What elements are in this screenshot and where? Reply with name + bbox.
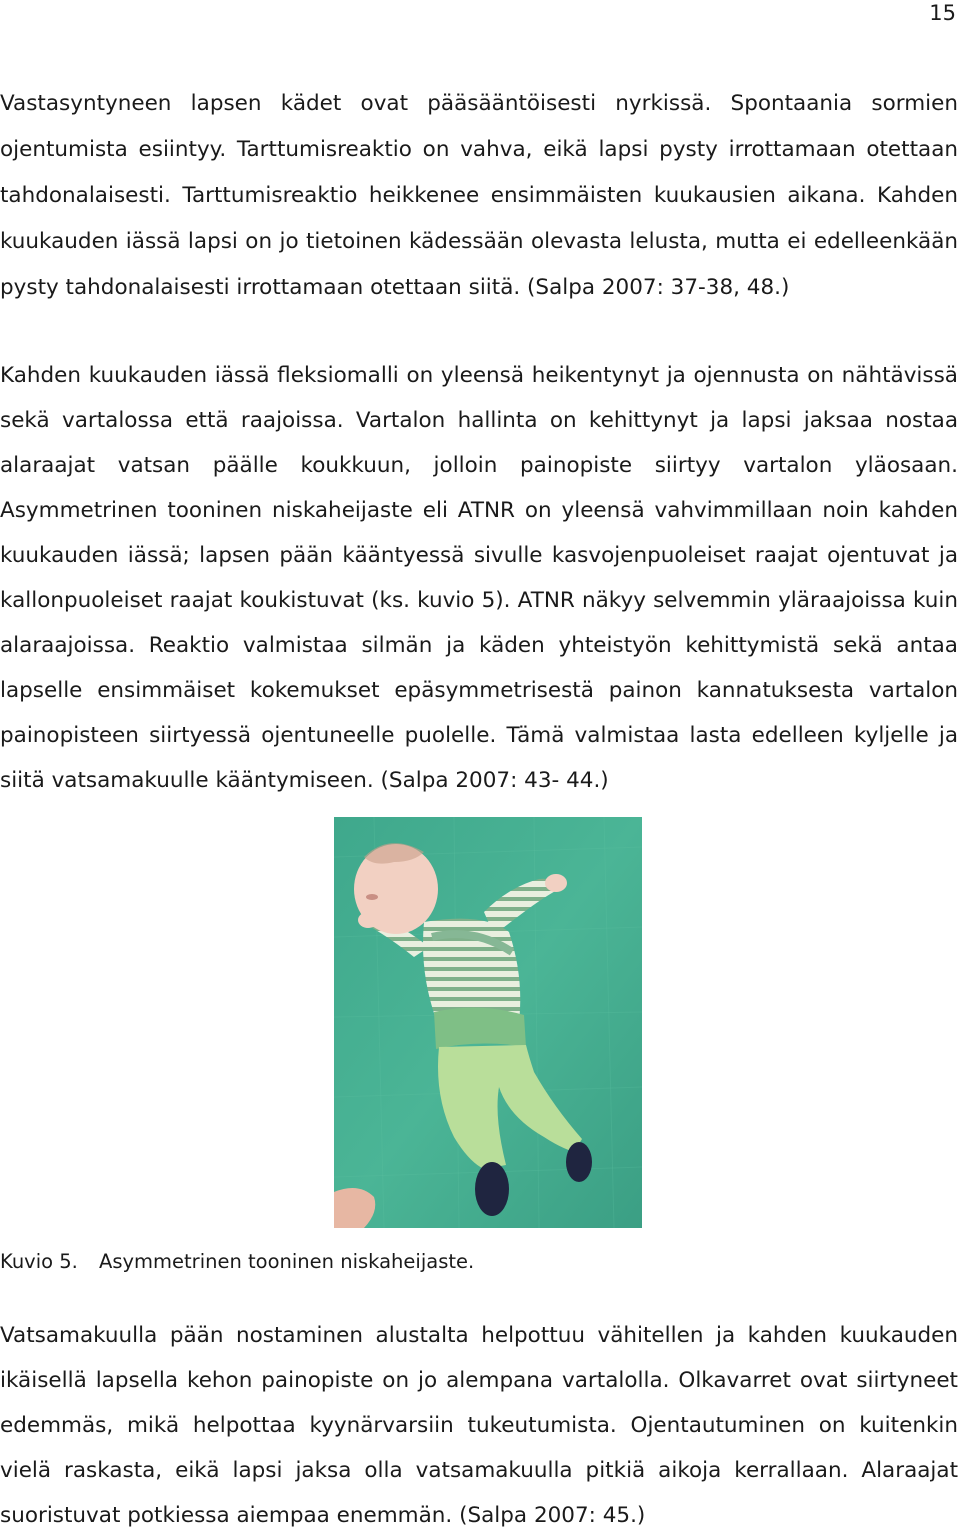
page-number: 15 xyxy=(929,1,956,25)
body-paragraph: Vatsamakuulla pään nostaminen alustalta helpottuu vähitellen ja kahden kuukauden ikäisellä lapsella kehon painopiste on jo alempana vartalolla. Olkavarret ovat siirtyneet edemmäs, mikä helpottaa kyynärvarsiin tukeutumista. Ojentautuminen on kuitenkin vielä raskasta, eikä lapsi jaksa olla vatsamakuulla pitkiä aikoja kerrallaan. Alaraajat suoristuvat potkiessa aiempaa enemmän. (Salpa 2007: 45.) xyxy=(0,1323,958,1528)
figure-photo-infant-atnr xyxy=(334,817,642,1228)
figure-caption-label: Kuvio 5. xyxy=(0,1250,78,1273)
body-paragraph: Kahden kuukauden iässä fleksiomalli on yleensä heikentynyt ja ojennusta on nähtävissä sekä vartalossa että raajoissa. Vartalon hallinta on kehittynyt ja lapsi jaksaa nostaa alaraajat vatsan päälle koukkuun, jolloin painopiste siirtyy vartalon yläosaan. Asymmetrinen tooninen niskaheijaste eli ATNR on yleensä vahvimmillaan noin kahden kuukauden iässä; lapsen pään kääntyessä sivulle kasvojenpuoleiset raajat ojentuvat ja kallonpuoleiset raajat koukistuvat (ks. kuvio 5). ATNR näkyy selvemmin yläraajoissa kuin alaraajoissa. Reaktio valmistaa silmän ja käden yhteistyön kehittymistä sekä antaa lapselle ensimmäiset kokemukset epäsymmetrisestä painon kannatuksesta vartalon painopisteen siirtyessä ojentuneelle puolelle. Tämä valmistaa lasta edelleen kyljelle ja siitä vatsamakuulle kääntymiseen. (Salpa 2007: 43- 44.) xyxy=(0,363,958,793)
body-paragraph: Vastasyntyneen lapsen kädet ovat pääsääntöisesti nyrkissä. Spontaania sormien ojentumista esiintyy. Tarttumisreaktio on vahva, eikä lapsi pysty irrottamaan otettaan tahdonalaisesti. Tarttumisreaktio heikkenee ensimmäisten kuukausien aikana. Kahden kuukauden iässä lapsi on jo tietoinen kädessään olevasta lelusta, mutta ei edelleenkään pysty tahdonalaisesti irrottamaan otettaan siitä. (Salpa 2007: 37-38, 48.) xyxy=(0,91,958,300)
figure-caption xyxy=(0,1249,474,1275)
figure-caption-text: Asymmetrinen tooninen niskaheijaste. xyxy=(99,1250,475,1273)
